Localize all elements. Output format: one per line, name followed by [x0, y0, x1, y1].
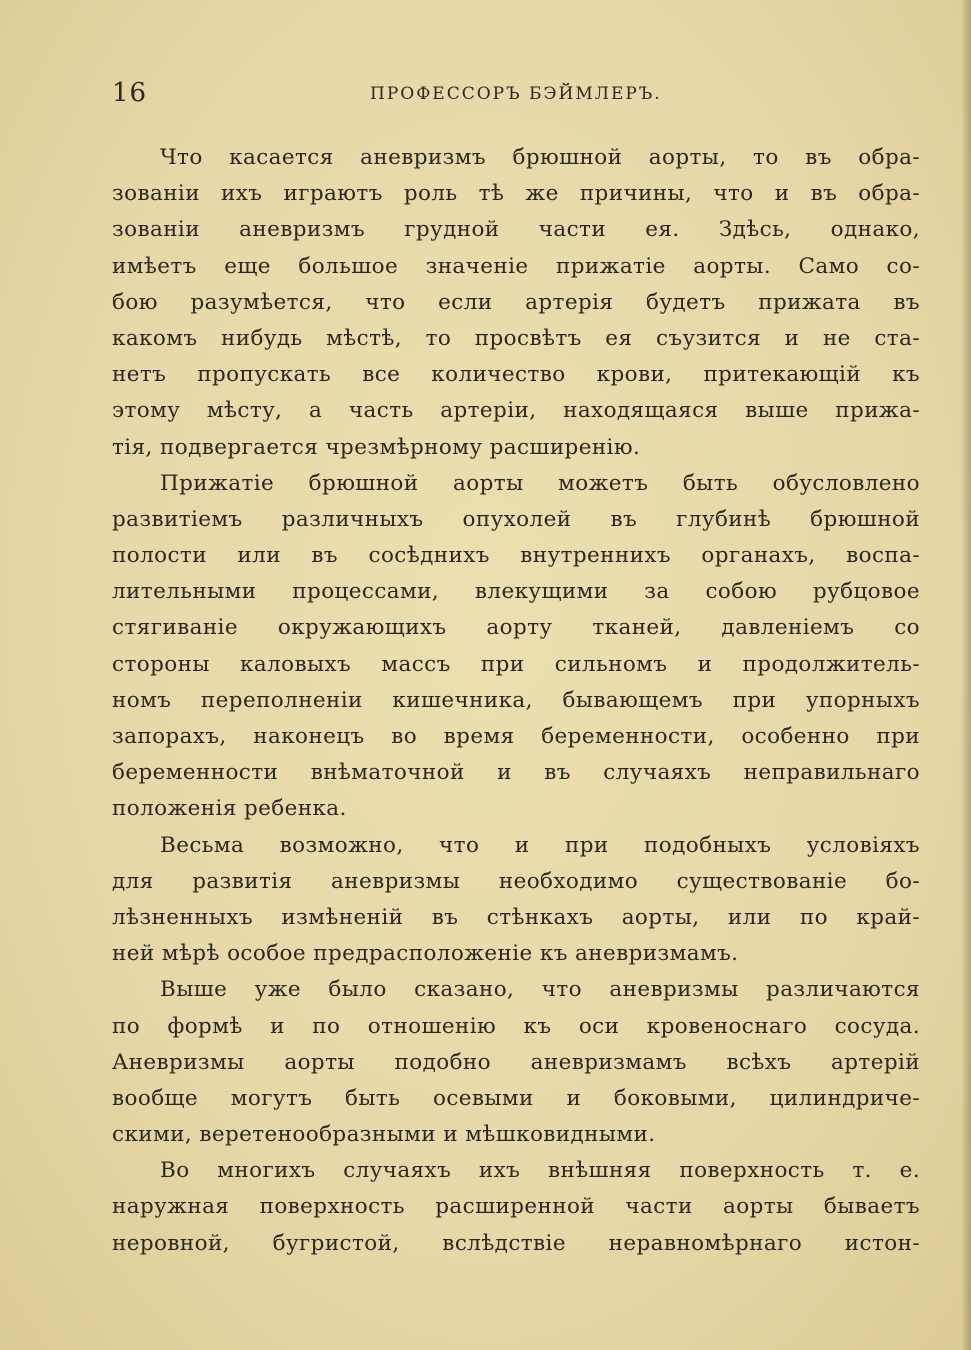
text-line: полости или въ сосѣднихъ внутреннихъ органахъ, воспа-	[112, 543, 920, 569]
body-text	[112, 140, 920, 1262]
text-line: для развитія аневризмы необходимо существованіе бо-	[112, 868, 920, 894]
text-line: лѣзненныхъ измѣненій въ стѣнкахъ аорты, или по край-	[112, 904, 920, 930]
text-line: тія, подвергается чрезмѣрному расширенію.	[112, 434, 641, 460]
text-line: запорахъ, наконецъ во время беременности, особенно при	[112, 724, 920, 749]
text-line: ней мѣрѣ особое предрасположеніе къ аневризмамъ.	[112, 941, 739, 967]
text-line: беременности внѣматочной и въ случаяхъ неправильнаго	[112, 760, 920, 786]
running-head	[112, 78, 912, 108]
text-line: Выше уже было сказано, что аневризмы различаются	[160, 977, 920, 1003]
text-line: неровной, бугристой, вслѣдствіе неравномѣрнаго истон-	[112, 1230, 920, 1256]
running-title: ПРОФЕССОРЪ БЭЙМЛЕРЪ.	[370, 84, 662, 104]
text-line: стороны каловыхъ массъ при сильномъ и продолжитель-	[112, 651, 920, 677]
text-line: по формѣ и по отношенію къ оси кровеноснаго сосуда.	[112, 1013, 920, 1039]
text-line: нетъ пропускать все количество крови, притекающій къ	[112, 362, 920, 388]
page-number: 16	[112, 78, 148, 108]
text-line: какомъ нибудь мѣстѣ, то просвѣтъ ея съузится и не ста-	[112, 325, 920, 351]
text-line: стягиваніе окружающихъ аорту тканей, давленіемъ со	[112, 615, 920, 641]
text-line: бою разумѣется, что если артерія будетъ прижата въ	[112, 289, 920, 315]
text-line: положенія ребенка.	[112, 796, 347, 822]
page-edge-shadow	[961, 0, 971, 1350]
text-line: скими, веретенообразными и мѣшковидными.	[112, 1122, 656, 1148]
text-line: имѣетъ еще большое значеніе прижатіе аорты. Само со-	[112, 253, 920, 279]
text-line: Весьма возможно, что и при подобныхъ условіяхъ	[160, 832, 920, 858]
text-line: развитіемъ различныхъ опухолей въ глубинѣ брюшной	[112, 506, 920, 532]
text-line: номъ переполненіи кишечника, бывающемъ при упорныхъ	[112, 687, 920, 713]
text-line: зованіи аневризмъ грудной части ея. Здѣсь, однако,	[112, 217, 920, 243]
text-line: Прижатіе брюшной аорты можетъ быть обусловлено	[160, 470, 920, 496]
text-line: Аневризмы аорты подобно аневризмамъ всѣхъ артерій	[112, 1049, 920, 1075]
text-line: зованіи ихъ играютъ роль тѣ же причины, что и въ обра-	[112, 181, 920, 207]
text-line: вообще могутъ быть осевыми и боковыми, цилиндриче-	[112, 1085, 920, 1111]
text-line: лительными процессами, влекущими за собою рубцовое	[112, 579, 920, 605]
text-line: этому мѣсту, а часть артеріи, находящаяся выше прижа-	[112, 398, 920, 424]
text-line: наружная поверхность расширенной части аорты бываетъ	[112, 1194, 920, 1220]
text-line: Что касается аневризмъ брюшной аорты, то въ обра-	[160, 145, 920, 170]
text-line: Во многихъ случаяхъ ихъ внѣшняя поверхность т. е.	[160, 1158, 920, 1184]
